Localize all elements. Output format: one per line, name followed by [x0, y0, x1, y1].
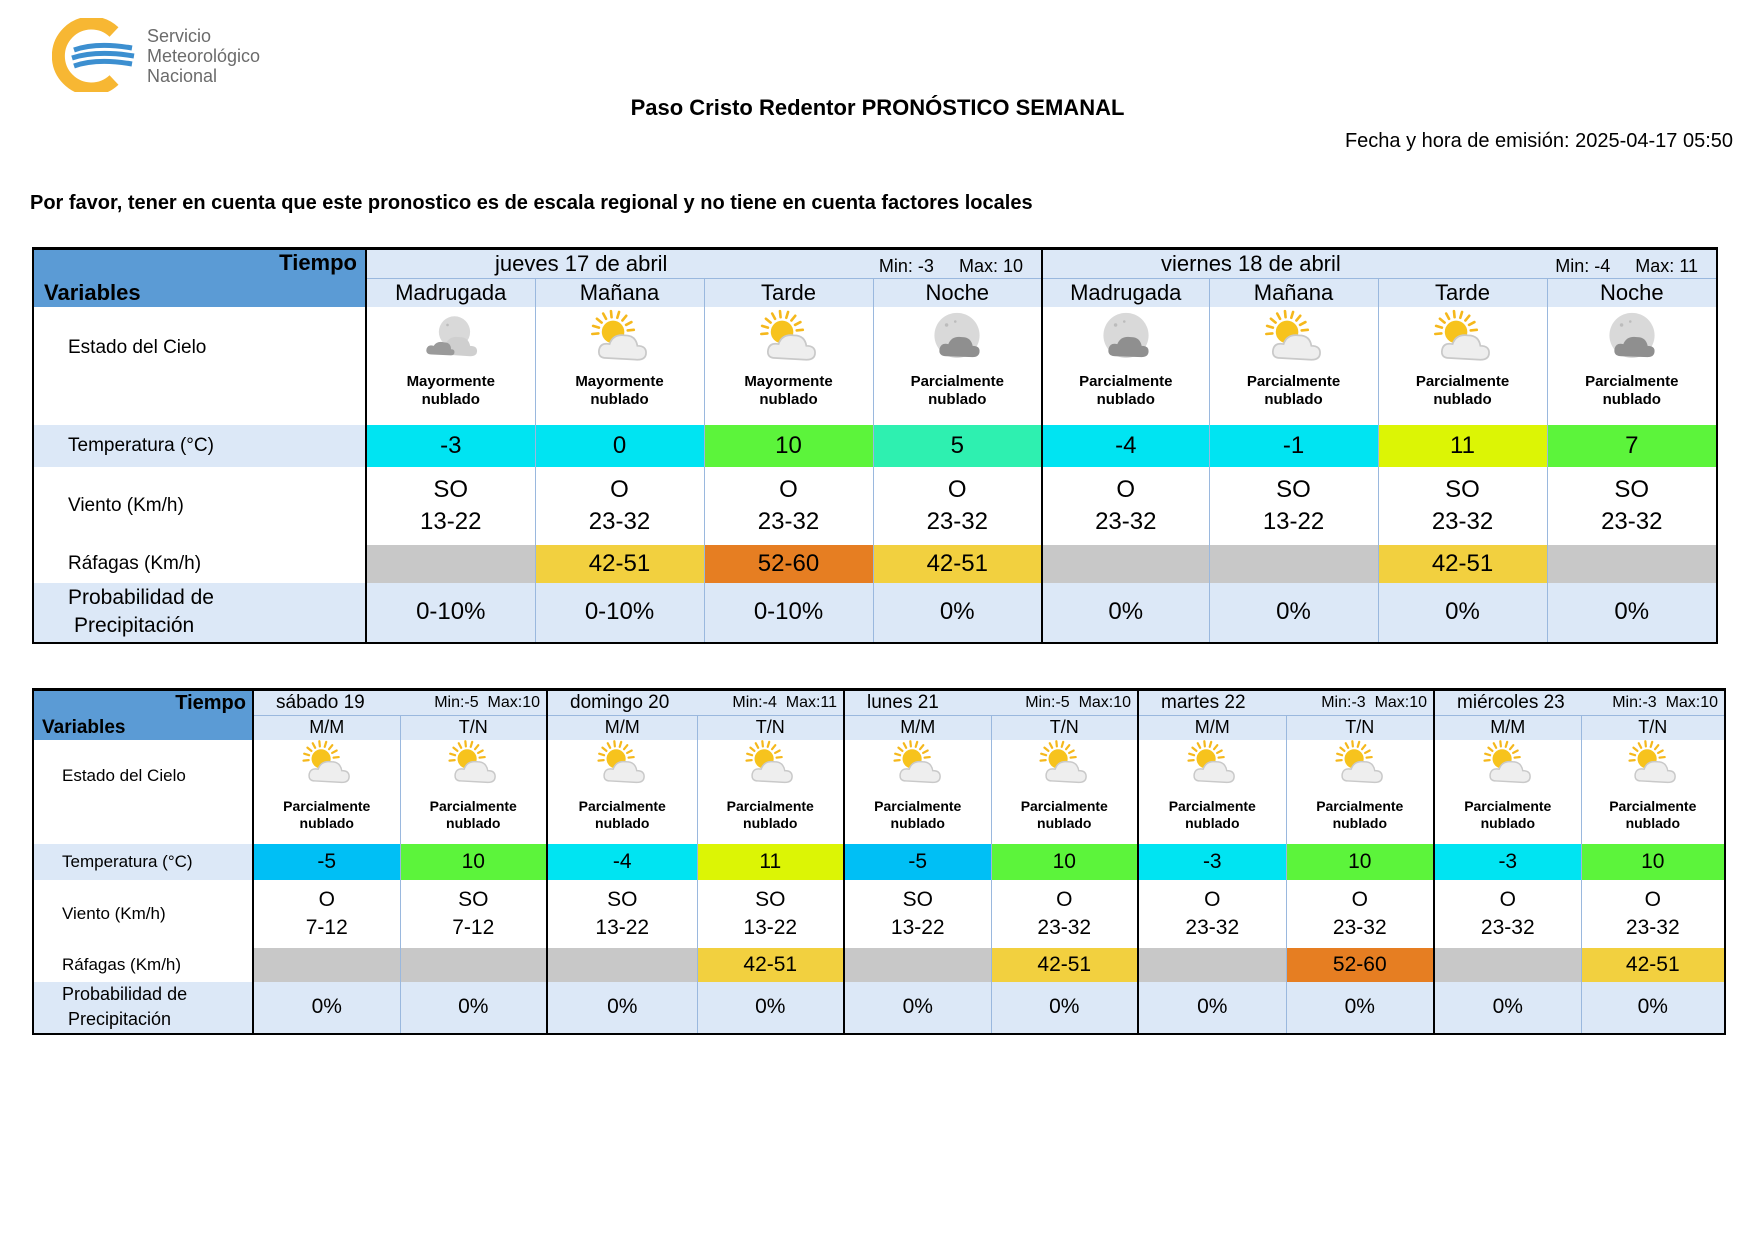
sky-desc-line1: Parcialmente	[726, 797, 814, 814]
sky-description	[845, 798, 991, 833]
period-header: Noche	[1547, 279, 1717, 307]
sky-description	[1548, 373, 1717, 411]
sky-desc-line1: Parcialmente	[429, 797, 517, 814]
min-label: Min:	[1555, 256, 1590, 276]
period-header: Madrugada	[1042, 279, 1209, 307]
day-min: -3	[917, 256, 934, 276]
logo-line1: Servicio	[147, 26, 212, 46]
sky-desc-line1: Parcialmente	[1316, 797, 1404, 814]
sun-cloud-icon	[1210, 307, 1378, 371]
temperature-cell: -3	[1138, 844, 1286, 880]
gust-cell	[547, 948, 697, 982]
wind-direction: O	[1056, 887, 1073, 911]
precip-prob-cell: 0-10%	[366, 583, 535, 643]
day-min-max	[1555, 256, 1698, 277]
sky-desc-line1: Parcialmente	[1464, 797, 1552, 814]
day-name: viernes 18 de abril	[1161, 251, 1341, 276]
sky-desc-line2: nublado	[590, 391, 649, 409]
sky-cell	[1581, 740, 1725, 844]
gust-cell	[1042, 545, 1209, 583]
logo-line3: Nacional	[147, 66, 218, 86]
day-max: 10	[1113, 694, 1132, 711]
temperature-cell: 10	[1286, 844, 1434, 880]
period-header: T/N	[1286, 716, 1434, 740]
wind-cell	[844, 880, 991, 948]
sun-cloud-icon	[845, 740, 991, 792]
wind-cell	[1209, 467, 1378, 545]
sky-desc-line2: nublado	[890, 815, 945, 831]
sky-desc-line1: Parcialmente	[1079, 372, 1173, 390]
min-label: Min:	[1612, 694, 1643, 711]
sky-desc-line2: nublado	[743, 815, 798, 831]
sky-cell	[547, 740, 697, 844]
wind-speed: 23-32	[1332, 915, 1387, 939]
period-header: Noche	[873, 279, 1042, 307]
day-name: martes 22	[1161, 692, 1246, 713]
sky-desc-line2: nublado	[1332, 815, 1387, 831]
sky-desc-line1: Parcialmente	[1585, 372, 1679, 390]
wind-cell	[366, 467, 535, 545]
day-header	[1042, 249, 1717, 279]
sky-desc-line1: Parcialmente	[1246, 372, 1341, 390]
gust-cell: 42-51	[873, 545, 1042, 583]
wind-direction: O	[610, 475, 629, 503]
sky-description	[1139, 798, 1286, 833]
day-header-content	[1139, 692, 1433, 714]
precip-prob-cell: 0%	[1581, 982, 1725, 1034]
sky-desc-line2: nublado	[1264, 391, 1323, 409]
sun-cloud-icon	[705, 307, 873, 371]
wind-direction: SO	[433, 475, 469, 503]
sky-desc-line2: nublado	[446, 815, 501, 831]
period-header: M/M	[1434, 716, 1581, 740]
temperature-cell: 7	[1547, 425, 1717, 467]
smn-logo	[52, 18, 312, 92]
precip-label	[33, 583, 366, 643]
sky-cell	[1434, 740, 1581, 844]
day-header	[366, 249, 1042, 279]
wind-speed: 23-32	[1185, 915, 1240, 939]
wind-speed: 23-32	[757, 507, 820, 535]
sky-cell	[697, 740, 844, 844]
wind-cell	[253, 880, 400, 948]
wind-direction: O	[779, 475, 798, 503]
sky-cell	[1547, 307, 1717, 425]
gust-cell: 42-51	[1581, 948, 1725, 982]
sky-description	[992, 798, 1138, 833]
temperature-cell: -5	[844, 844, 991, 880]
precip-label-line2: Precipitación	[74, 614, 195, 637]
day-min: -3	[1642, 694, 1657, 711]
day-min: -4	[1594, 256, 1611, 276]
sky-description	[1210, 373, 1378, 411]
temperature-cell: -3	[1434, 844, 1581, 880]
emission-datetime: Fecha y hora de emisión: 2025-04-17 05:50	[1344, 130, 1733, 152]
sun-cloud-icon	[1287, 740, 1434, 792]
sky-desc-line1: Parcialmente	[1609, 797, 1697, 814]
wind-direction: SO	[755, 887, 786, 911]
wind-cell	[535, 467, 704, 545]
gust-cell: 52-60	[704, 545, 873, 583]
precip-prob-cell: 0-10%	[704, 583, 873, 643]
day-header-content	[254, 692, 546, 714]
moon-cloud-icon	[1043, 307, 1209, 371]
temperature-cell: 10	[1581, 844, 1725, 880]
period-header: Tarde	[704, 279, 873, 307]
wind-speed: 23-32	[1480, 915, 1535, 939]
wind-direction: O	[1204, 887, 1221, 911]
day-max: 10	[522, 694, 541, 711]
sky-description	[874, 373, 1042, 411]
sky-desc-line1: Parcialmente	[910, 372, 1004, 390]
gust-cell: 52-60	[1286, 948, 1434, 982]
max-label: Max:	[1374, 694, 1410, 711]
sky-desc-line2: nublado	[595, 815, 650, 831]
day-max: 10	[1002, 256, 1024, 276]
day-name: sábado 19	[276, 692, 365, 713]
wind-direction: O	[947, 475, 967, 503]
wind-speed: 23-32	[1037, 915, 1092, 939]
wind-cell	[873, 467, 1042, 545]
precip-prob-cell: 0%	[1138, 982, 1286, 1034]
period-header: M/M	[547, 716, 697, 740]
sky-desc-line2: nublado	[928, 391, 987, 409]
min-label: Min:	[732, 694, 763, 711]
precip-prob-cell: 0%	[400, 982, 547, 1034]
sun-cloud-icon	[536, 307, 704, 371]
precip-prob-cell: 0%	[1042, 583, 1209, 643]
day-header	[253, 690, 547, 716]
sky-desc-line1: Parcialmente	[1415, 372, 1510, 390]
page-title: Paso Cristo Redentor PRONÓSTICO SEMANAL	[630, 95, 1125, 120]
wind-cell	[697, 880, 844, 948]
sun-cloud-icon	[1435, 740, 1581, 792]
precip-prob-cell: 0-10%	[535, 583, 704, 643]
sky-cell	[873, 307, 1042, 425]
max-label: Max:	[785, 694, 821, 711]
gust-cell	[1547, 545, 1717, 583]
wind-cell	[1138, 880, 1286, 948]
wind-speed: 23-32	[1095, 507, 1157, 535]
sky-cell	[844, 740, 991, 844]
sky-cell	[1209, 307, 1378, 425]
sky-desc-line2: nublado	[1096, 391, 1155, 409]
precip-prob-cell: 0%	[1378, 583, 1547, 643]
sky-desc-line1: Parcialmente	[874, 797, 962, 814]
sky-cell	[1378, 307, 1547, 425]
temp-label: Temperatura (°C)	[33, 844, 253, 880]
period-header: T/N	[400, 716, 547, 740]
day-header	[1434, 690, 1725, 716]
gust-cell	[1138, 948, 1286, 982]
max-label: Max:	[1078, 694, 1114, 711]
sky-description	[1287, 798, 1434, 833]
sky-description	[367, 373, 535, 411]
sun-cloud-icon	[698, 740, 844, 792]
period-header: M/M	[844, 716, 991, 740]
sun-cloud-icon	[1582, 740, 1725, 792]
sky-description	[1379, 373, 1547, 411]
wind-direction: SO	[458, 887, 489, 911]
gust-cell: 42-51	[1378, 545, 1547, 583]
period-header: T/N	[1581, 716, 1725, 740]
gust-label: Ráfagas (Km/h)	[33, 545, 366, 583]
temperature-cell: 10	[991, 844, 1138, 880]
sky-desc-line2: nublado	[421, 391, 480, 409]
sky-cell	[366, 307, 535, 425]
logo-text	[147, 26, 260, 86]
wind-speed: 13-22	[1262, 507, 1325, 535]
gust-cell	[400, 948, 547, 982]
period-header: T/N	[991, 716, 1138, 740]
sky-description	[548, 798, 697, 833]
day-header-content	[1435, 692, 1724, 714]
sky-cell	[1138, 740, 1286, 844]
wind-speed: 13-22	[743, 915, 798, 939]
sky-cell	[1286, 740, 1434, 844]
wind-cell	[1378, 467, 1547, 545]
sky-label: Estado del Cielo	[33, 307, 366, 425]
day-min-max	[879, 256, 1023, 277]
period-header: M/M	[253, 716, 400, 740]
sky-description	[254, 798, 400, 833]
wind-speed: 23-32	[926, 507, 988, 535]
forecast-table-days-1-2	[32, 247, 1718, 644]
temperature-cell: 10	[400, 844, 547, 880]
precip-prob-cell: 0%	[991, 982, 1138, 1034]
wind-direction: O	[318, 887, 335, 911]
logo-line2: Meteorológico	[147, 46, 261, 66]
wind-speed: 7-12	[305, 915, 348, 939]
forecast-table-days-3-7	[32, 688, 1726, 1035]
day-header	[547, 690, 844, 716]
sky-desc-line1: Parcialmente	[578, 797, 666, 814]
sky-cell	[991, 740, 1138, 844]
sky-desc-line1: Parcialmente	[1168, 797, 1256, 814]
precip-label-line2: Precipitación	[68, 1009, 172, 1029]
wind-cell	[1547, 467, 1717, 545]
sky-desc-line1: Parcialmente	[283, 797, 371, 814]
sun-cloud-icon	[401, 740, 547, 792]
gust-cell: 42-51	[991, 948, 1138, 982]
sky-desc-line1: Parcialmente	[1020, 797, 1108, 814]
sky-desc-line1: Mayormente	[406, 372, 495, 390]
wind-direction: SO	[1445, 475, 1480, 503]
temp-label: Temperatura (°C)	[33, 425, 366, 467]
gust-cell	[844, 948, 991, 982]
day-min-max	[732, 694, 837, 712]
gust-label: Ráfagas (Km/h)	[33, 948, 253, 982]
day-min: -3	[1351, 694, 1366, 711]
precip-label-line1: Probabilidad de	[68, 586, 214, 609]
sky-desc-line2: nublado	[1037, 815, 1092, 831]
precip-prob-cell: 0%	[1209, 583, 1378, 643]
temperature-cell: 11	[697, 844, 844, 880]
moon-cloud-icon	[874, 307, 1042, 371]
regional-notice: Por favor, tener en cuenta que este pronostico es de escala regional y no tiene en cuenta factores locales	[30, 192, 1033, 214]
sky-label: Estado del Cielo	[33, 740, 253, 844]
wind-cell	[1434, 880, 1581, 948]
period-header: Mañana	[1209, 279, 1378, 307]
wind-speed: 23-32	[1601, 507, 1663, 535]
wind-speed: 23-32	[1625, 915, 1680, 939]
temperature-cell: 0	[535, 425, 704, 467]
day-min-max	[1321, 694, 1427, 712]
min-label: Min:	[1321, 694, 1352, 711]
variables-header: Variables	[33, 279, 366, 307]
temperature-cell: -5	[253, 844, 400, 880]
wind-speed: 23-32	[1431, 507, 1494, 535]
sky-description	[536, 373, 704, 411]
precip-prob-cell: 0%	[547, 982, 697, 1034]
sky-desc-line2: nublado	[1185, 815, 1240, 831]
wind-speed: 23-32	[588, 507, 651, 535]
max-label: Max:	[1665, 694, 1701, 711]
wind-direction: SO	[902, 887, 933, 911]
wind-label: Viento (Km/h)	[33, 467, 366, 545]
day-max: 10	[1700, 694, 1719, 711]
sun-cloud-icon	[254, 740, 400, 792]
wind-direction: SO	[607, 887, 638, 911]
min-label: Min:	[878, 256, 913, 276]
precip-prob-cell: 0%	[697, 982, 844, 1034]
sky-cell	[704, 307, 873, 425]
precip-prob-cell: 0%	[1286, 982, 1434, 1034]
period-header: M/M	[1138, 716, 1286, 740]
moon-cloud-icon	[1548, 307, 1717, 371]
temperature-cell: 10	[704, 425, 873, 467]
sky-cell	[535, 307, 704, 425]
day-header	[844, 690, 1138, 716]
day-header-content	[548, 692, 843, 714]
sky-desc-line2: nublado	[1433, 391, 1492, 409]
day-min: -5	[1055, 694, 1070, 711]
sky-desc-line1: Mayormente	[575, 372, 664, 390]
temperature-cell: -3	[366, 425, 535, 467]
gust-cell: 42-51	[697, 948, 844, 982]
wind-cell	[400, 880, 547, 948]
sky-cell	[1042, 307, 1209, 425]
wind-direction: O	[1351, 887, 1368, 911]
sky-cell	[400, 740, 547, 844]
day-name: miércoles 23	[1457, 692, 1565, 713]
temperature-cell: -1	[1209, 425, 1378, 467]
gust-cell	[366, 545, 535, 583]
sky-description	[401, 798, 547, 833]
day-min-max	[434, 694, 540, 712]
sun-cloud-icon	[1139, 740, 1286, 792]
smn-logo-icon	[52, 18, 142, 92]
day-name: lunes 21	[867, 692, 939, 713]
sun-cloud-icon	[1379, 307, 1547, 371]
wind-speed: 13-22	[890, 915, 945, 939]
wind-cell	[1581, 880, 1725, 948]
wind-cell	[704, 467, 873, 545]
gust-cell	[253, 948, 400, 982]
wind-cell	[991, 880, 1138, 948]
precip-prob-cell: 0%	[873, 583, 1042, 643]
precip-label	[33, 982, 253, 1034]
period-header: Mañana	[535, 279, 704, 307]
wind-direction: SO	[1614, 475, 1650, 503]
sky-description	[1043, 373, 1209, 411]
day-name: domingo 20	[570, 692, 670, 713]
wind-speed: 13-22	[595, 915, 650, 939]
sky-desc-line2: nublado	[1625, 815, 1680, 831]
max-label: Max:	[487, 694, 523, 711]
gust-cell	[1434, 948, 1581, 982]
tiempo-header: Tiempo	[33, 690, 253, 716]
sky-desc-line2: nublado	[299, 815, 354, 831]
wind-direction: SO	[1276, 475, 1311, 503]
day-min: -5	[464, 694, 479, 711]
sky-description	[705, 373, 873, 411]
wind-direction: O	[1644, 887, 1661, 911]
sky-description	[1435, 798, 1581, 833]
sky-description	[698, 798, 844, 833]
gust-cell	[1209, 545, 1378, 583]
day-header-content	[845, 692, 1137, 714]
gust-cell: 42-51	[535, 545, 704, 583]
precip-label-line1: Probabilidad de	[62, 984, 188, 1004]
wind-label: Viento (Km/h)	[33, 880, 253, 948]
temperature-cell: 5	[873, 425, 1042, 467]
max-label: Max:	[1635, 256, 1675, 276]
precip-prob-cell: 0%	[844, 982, 991, 1034]
night-cloudy-icon	[367, 307, 535, 371]
tiempo-header: Tiempo	[33, 249, 366, 279]
sky-desc-line2: nublado	[1480, 815, 1535, 831]
period-header: Tarde	[1378, 279, 1547, 307]
precip-prob-cell: 0%	[253, 982, 400, 1034]
wind-speed: 7-12	[452, 915, 495, 939]
precip-prob-cell: 0%	[1547, 583, 1717, 643]
period-header: T/N	[697, 716, 844, 740]
sun-cloud-icon	[992, 740, 1138, 792]
sky-description	[1582, 798, 1725, 833]
temperature-cell: -4	[547, 844, 697, 880]
day-max: 11	[1679, 256, 1699, 276]
wind-speed: 13-22	[420, 507, 482, 535]
sky-cell	[253, 740, 400, 844]
temperature-cell: -4	[1042, 425, 1209, 467]
period-header: Madrugada	[366, 279, 535, 307]
min-label: Min:	[1025, 694, 1056, 711]
sun-cloud-icon	[548, 740, 697, 792]
day-min-max	[1025, 694, 1131, 712]
variables-header: Variables	[33, 716, 253, 740]
day-header	[1138, 690, 1434, 716]
day-min: -4	[762, 694, 777, 711]
sky-desc-line2: nublado	[759, 391, 818, 409]
sky-desc-line1: Mayormente	[744, 372, 833, 390]
day-name: jueves 17 de abril	[495, 251, 668, 276]
max-label: Max:	[958, 256, 998, 276]
day-max: 10	[1409, 694, 1428, 711]
wind-direction: O	[1499, 887, 1516, 911]
day-max: 11	[820, 694, 838, 711]
wind-cell	[1042, 467, 1209, 545]
sky-desc-line2: nublado	[1602, 391, 1661, 409]
wind-cell	[1286, 880, 1434, 948]
precip-prob-cell: 0%	[1434, 982, 1581, 1034]
wind-cell	[547, 880, 697, 948]
day-min-max	[1612, 694, 1718, 712]
temperature-cell: 11	[1378, 425, 1547, 467]
min-label: Min:	[434, 694, 465, 711]
wind-direction: O	[1116, 475, 1136, 503]
